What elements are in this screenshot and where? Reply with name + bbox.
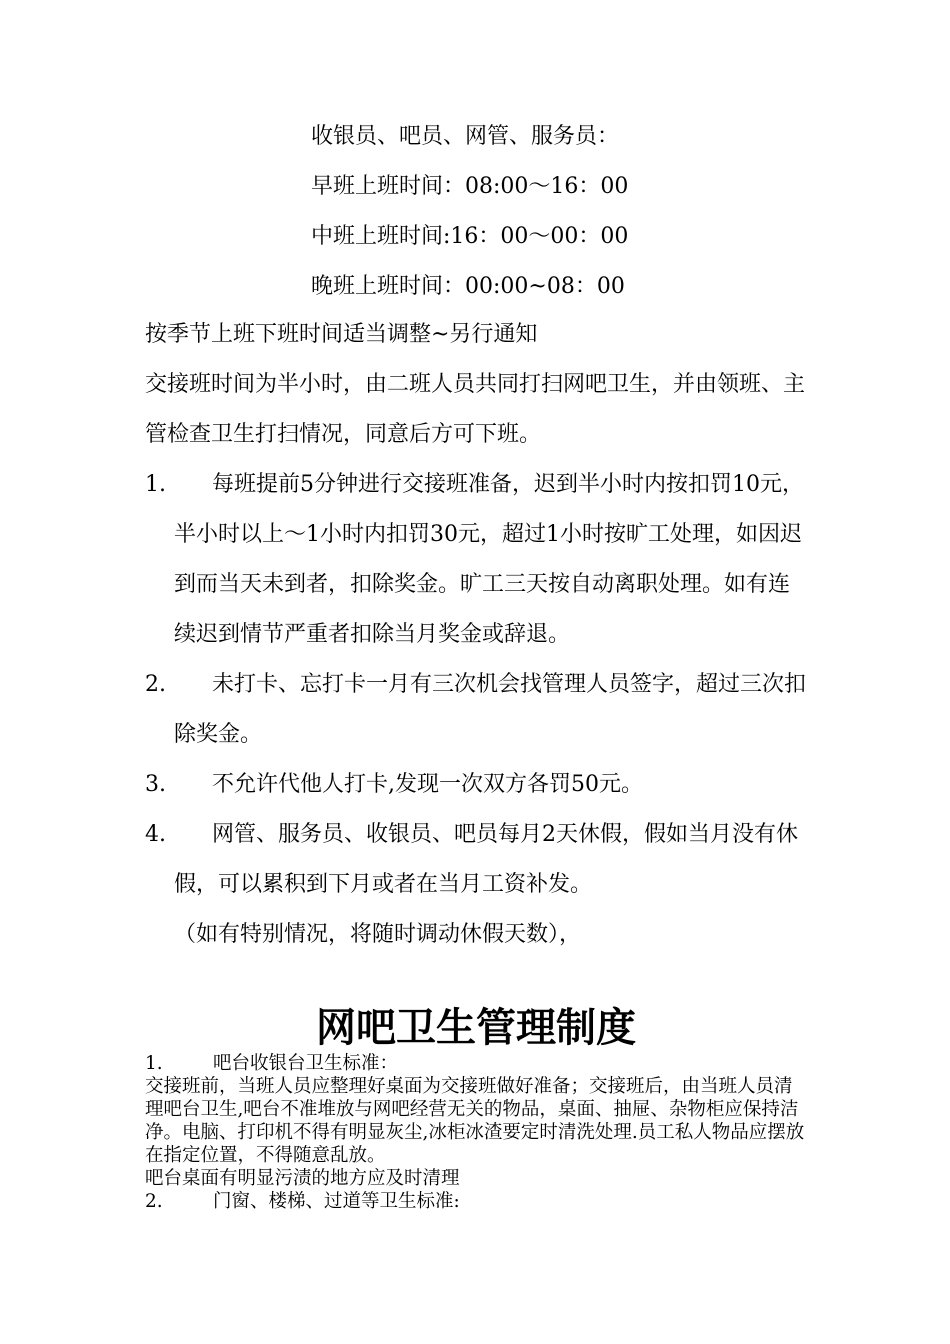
hygiene-item-number: 1. — [145, 1053, 163, 1074]
rule-text: 不允许代他人打卡,发现一次双方各罚50元。 — [212, 772, 643, 797]
shift-schedule — [311, 112, 628, 312]
hygiene-item-1-extra: 吧台桌面有明显污渍的地方应及时清理 — [145, 1168, 460, 1189]
handover-text: 交接班时间为半小时，由二班人员共同打扫网吧卫生，并由领班、主管检查卫生打扫情况，同意后方可下班。 — [145, 372, 806, 447]
hygiene-item-title: 吧台收银台卫生标准： — [213, 1053, 399, 1074]
schedule-night: 晚班上班时间：00:00~08：00 — [311, 274, 625, 299]
rules-note: （如有特别情况，将随时调动休假天数）， — [174, 922, 582, 947]
hygiene-item-title: 门窗、楼梯、过道等卫生标准: — [213, 1191, 460, 1212]
notice-text: 按季节上班下班时间适当调整~另行通知 — [145, 322, 538, 347]
rule-item — [145, 660, 807, 760]
rules-section — [145, 310, 807, 960]
hygiene-item-2-heading — [145, 1190, 807, 1213]
rule-item — [145, 460, 807, 660]
hygiene-item-1-text: 交接班前，当班人员应整理好桌面为交接班做好准备；交接班后，由当班人员清理吧台卫生,吧台不准堆放与网吧经营无关的物品，桌面、抽屉、杂物柜应保持洁净。电脑、打印机不得有明显灰尘,冰柜冰渣要定时清洗处理.员工私人物品应摆放在指定位置，不得随意乱放。 — [145, 1076, 805, 1166]
rule-item — [145, 810, 807, 910]
hygiene-item-number: 2. — [145, 1191, 163, 1212]
schedule-morning: 早班上班时间：08:00～16：00 — [311, 174, 629, 199]
rule-number: 2. — [145, 672, 166, 697]
rule-text: 每班提前5分钟进行交接班准备，迟到半小时内按扣罚10元，半小时以上～1小时内扣罚30元，超过1小时按旷工处理，如因迟到而当天未到者，扣除奖金。旷工三天按自动离职处理。如有连续迟到情节严重者扣除当月奖金或辞退。 — [174, 472, 804, 647]
hygiene-section — [145, 1052, 807, 1213]
schedule-middle: 中班上班时间:16：00～00：00 — [311, 224, 629, 249]
rule-number: 1. — [145, 472, 166, 497]
rule-number: 4. — [145, 822, 166, 847]
rule-text: 未打卡、忘打卡一月有三次机会找管理人员签字，超过三次扣除奖金。 — [174, 672, 807, 747]
section-title: 网吧卫生管理制度 — [316, 1004, 636, 1051]
schedule-staff: 收银员、吧员、网管、服务员： — [311, 124, 620, 149]
hygiene-item-1-heading — [145, 1052, 807, 1075]
rule-number: 3. — [145, 772, 166, 797]
rule-item — [145, 760, 807, 810]
rule-text: 网管、服务员、收银员、吧员每月2天休假，假如当月没有休假，可以累积到下月或者在当月工资补发。 — [174, 822, 798, 897]
